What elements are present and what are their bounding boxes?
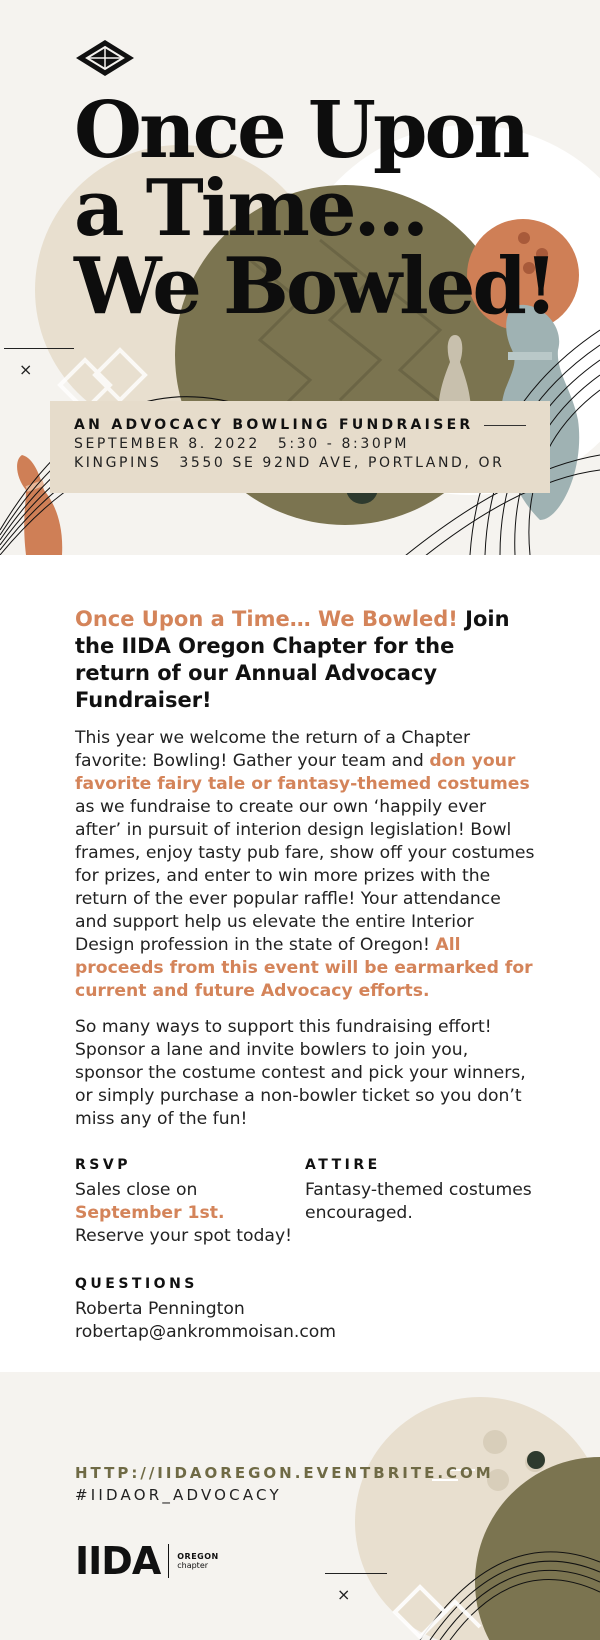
hero-title-line: a Time... [74,163,426,254]
description-text: This year we welcome the return of a Chapter favorite: Bowling! Gather your team and [75,728,471,771]
intro-headline [75,606,535,714]
questions-heading: QUESTIONS [75,1276,198,1292]
rsvp-deadline: September 1st. [75,1203,225,1223]
hero-banner [0,0,600,555]
intro-headline-rest: Join the IIDA Oregon Chapter for the return of our Annual Advocacy Fundraiser! [75,607,510,712]
logo-chapter-label: chapter [177,1561,209,1570]
main-content [75,606,535,1344]
iida-oregon-logo [75,1539,219,1583]
event-date-time [74,436,526,452]
hero-title [74,85,556,332]
description-text: as we fundraise to create our own ‘happily ever after’ in pursuit of interion design legislation! Bowl frames, enjoy tasty pub fare, show off your costumes for prizes, and enter to win more prizes with the return of the ever popular raffle! Your attendance and support help us elevate the entire Interior Design profession in the state of Oregon! [75,797,535,955]
rsvp-line: Sales close on [75,1180,198,1200]
event-venue: KINGPINS [74,455,162,471]
event-date: SEPTEMBER 8. 2022 [74,436,260,452]
event-kicker-text: AN ADVOCACY BOWLING FUNDRAISER [74,417,474,433]
event-address: 3550 SE 92ND AVE, PORTLAND, OR [179,455,505,471]
logo-separator [168,1544,169,1578]
contact-email-link[interactable]: robertap@ankrommoisan.com [75,1322,337,1342]
close-icon: × [19,360,33,379]
event-location [74,455,526,471]
rsvp-section [75,1157,305,1248]
divider-line [4,348,74,349]
support-paragraph: So many ways to support this fundraising effort! Sponsor a lane and invite bowlers to join you, sponsor the costume contest and pick your winners, or simply purchase a non-bowler ticket so you don’t miss any of the fun! [75,1017,526,1129]
attire-section [305,1157,535,1248]
attire-text: Fantasy-themed costumes encouraged. [305,1180,532,1223]
logo-chapter-name: OREGON [177,1552,219,1561]
event-url-link[interactable]: HTTP://IIDAOREGON.EVENTBRITE.COM [75,1464,494,1482]
close-icon: × [337,1585,351,1604]
hero-title-line: We Bowled! [74,241,556,332]
rsvp-text [75,1179,305,1248]
diamond-logo-icon [74,38,136,78]
hashtag: #IIDAOR_ADVOCACY [75,1486,282,1504]
divider-line [325,1573,387,1574]
description-highlight: don your favorite fairy tale or fantasy-themed costumes [75,751,530,794]
event-details-box [50,401,550,493]
info-grid [75,1157,535,1248]
hero-title-line: Once Upon [74,85,528,176]
contact-name: Roberta Pennington [75,1299,245,1319]
kicker-rule [484,425,526,426]
description-paragraph [75,727,535,1003]
iida-logo-mark: IIDA [75,1539,161,1583]
event-time: 5:30 - 8:30PM [277,436,410,452]
description-highlight: All proceeds from this event will be earmarked for current and future Advocacy efforts. [75,935,533,1001]
questions-section [75,1276,535,1344]
questions-contact [75,1298,535,1344]
logo-chapter [177,1552,219,1570]
attire-heading: ATTIRE [305,1157,381,1173]
footer-decoration [0,1372,600,1640]
intro-headline-accent: Once Upon a Time… We Bowled! [75,607,458,631]
footer [0,1372,600,1640]
rsvp-heading: RSVP [75,1157,131,1173]
rsvp-line: Reserve your spot today! [75,1226,293,1246]
event-kicker [74,417,526,433]
